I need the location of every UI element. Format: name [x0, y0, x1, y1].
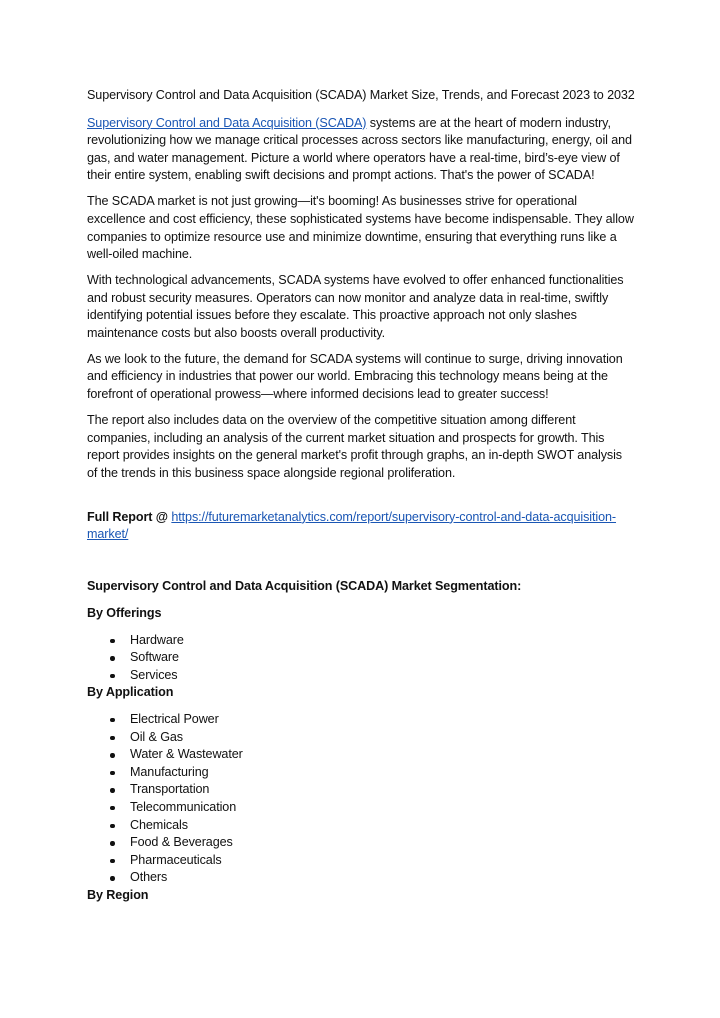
- document-page: [87, 87, 635, 905]
- offerings-list: [87, 632, 635, 685]
- scada-link[interactable]: Supervisory Control and Data Acquisition (SCADA): [87, 115, 367, 130]
- application-list: [87, 711, 635, 887]
- paragraph-report: The report also includes data on the overview of the competitive situation among different companies, including an analysis of the current market situation and prospects for growth. This report provides insights on the general market's profit through graphs, an in-depth SWOT analysis of the trends in this business space alongside regional proliferation.: [87, 413, 622, 480]
- document-title: Supervisory Control and Data Acquisition (SCADA) Market Size, Trends, and Forecast 2023 to 2032: [87, 88, 635, 102]
- list-item: Food & Beverages: [87, 834, 635, 852]
- list-item: Pharmaceuticals: [87, 852, 635, 870]
- list-item: Manufacturing: [87, 764, 635, 782]
- intro-paragraph: [87, 115, 635, 185]
- list-item: Oil & Gas: [87, 729, 635, 747]
- list-item: Software: [87, 649, 635, 667]
- paragraph-market-growth: The SCADA market is not just growing—it's booming! As businesses strive for operational excellence and cost efficiency, these sophisticated systems have become indispensable. They allow companies to optimize resource use and minimize downtime, ensuring that everything runs like a well-oiled machine.: [87, 194, 634, 262]
- list-item: Others: [87, 869, 635, 887]
- list-item: Services: [87, 667, 635, 685]
- list-item: Telecommunication: [87, 799, 635, 817]
- full-report-link[interactable]: https://futuremarketanalytics.com/report/supervisory-control-and-data-acquisition-market/: [87, 509, 617, 542]
- list-item: Hardware: [87, 632, 635, 650]
- intro-text: systems are at the heart of modern industry, revolutionizing how we manage critical processes across sectors like manufacturing, energy, oil and gas, and water management. Picture a world where operators have a real-time, bird’s-eye view of their entire system, enabling swift decisions and prompt actions. That's the power of SCADA!: [87, 115, 632, 183]
- list-item: Water & Wastewater: [87, 746, 635, 764]
- segmentation-heading: Supervisory Control and Data Acquisition (SCADA) Market Segmentation:: [87, 579, 522, 594]
- by-application-heading: By Application: [87, 685, 174, 700]
- full-report-line: [87, 509, 635, 544]
- paragraph-technology: With technological advancements, SCADA systems have evolved to offer enhanced functionalities and robust security measures. Operators can now monitor and analyze data in real-time, swiftly identifying potential issues before they escalate. This proactive approach not only slashes maintenance costs but also boosts overall productivity.: [87, 273, 624, 340]
- list-item: Transportation: [87, 781, 635, 799]
- paragraph-future: As we look to the future, the demand for SCADA systems will continue to surge, driving innovation and efficiency in industries that power our world. Embracing this technology means being at the forefront of operational prowess—where informed decisions lead to greater success!: [87, 351, 623, 402]
- full-report-label: Full Report @: [87, 509, 172, 524]
- by-offerings-heading: By Offerings: [87, 606, 162, 620]
- list-item: Chemicals: [87, 817, 635, 835]
- list-item: Electrical Power: [87, 711, 635, 729]
- by-region-heading: By Region: [87, 887, 149, 902]
